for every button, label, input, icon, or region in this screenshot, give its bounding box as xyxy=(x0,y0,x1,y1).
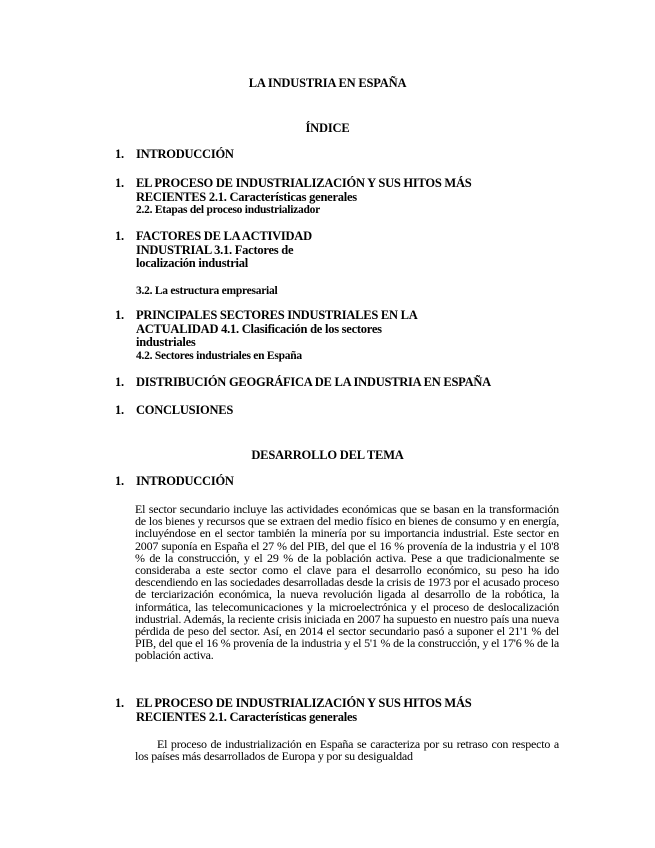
development-heading: DESARROLLO DEL TEMA xyxy=(251,448,404,462)
toc-entry-text: CONCLUSIONES xyxy=(136,403,234,417)
section-title: INTRODUCCIÓN xyxy=(136,474,234,488)
toc-entry-number: 1. xyxy=(115,403,124,417)
toc-entry-number: 1. xyxy=(115,375,124,389)
section-title: EL PROCESO DE INDUSTRIALIZACIÓN Y SUS HITOS MÁS RECIENTES 2.1. Características generales xyxy=(136,696,472,724)
toc-entry-5 xyxy=(115,376,575,390)
index-heading: ÍNDICE xyxy=(305,121,350,135)
toc-entry-3 xyxy=(115,230,575,297)
introduction-paragraph: El sector secundario incluye las actividades económicas que se basan en la transformación de los bienes y recursos que se extraen del medio físico en bienes de consumo y en energía, incluyéndose en el sector también la minería por su importancia industrial. Este sector en 2007 suponía en España el 27 % del PIB, del que el 16 % provenía de la industria y el 10'8 % de la construcción, y el 29 % de la población activa. Pese a que tradicionalmente se consideraba a este sector como el clave para el desarrollo económico, su peso ha ido descendiendo en las sociedades desarrolladas desde la crisis de 1973 por el acusado proceso de terciarización económica, la nueva revolución ligada al desarrollo de la robótica, la informática, las telecomunicaciones y la microelectrónica y el proceso de deslocalización industrial. Además, la reciente crisis iniciada en 2007 ha supuesto en nuestro país una nueva pérdida de peso del sector. Así, en 2014 el sector secundario pasó a suponer el 21'1 % del PIB, del que el 16 % provenía de la industria y el 5'1 % de la construcción, y el 17'6 % de la población activa. xyxy=(135,502,559,663)
toc-entry-2 xyxy=(115,177,575,216)
toc-entry-1 xyxy=(115,148,575,162)
industrialization-paragraph: El proceso de industrialización en España se caracteriza por su retraso con respecto a los países más desarrollados de Europa y por su desigualdad xyxy=(135,737,559,764)
toc-entry-number: 1. xyxy=(115,176,124,190)
toc-entry-text: INTRODUCCIÓN xyxy=(136,147,234,161)
toc-entry-text: EL PROCESO DE INDUSTRIALIZACIÓN Y SUS HITOS MÁS RECIENTES 2.1. Características generales xyxy=(136,176,472,204)
toc-entry-number: 1. xyxy=(115,229,124,243)
toc-entry-text: PRINCIPALES SECTORES INDUSTRIALES EN LA ACTUALIDAD 4.1. Clasificación de los sectores industriales xyxy=(136,308,417,349)
toc-entry-4 xyxy=(115,309,575,362)
toc-entry-number: 1. xyxy=(115,308,124,322)
toc-entry-6 xyxy=(115,404,575,418)
toc-entry-text: FACTORES DE LA ACTIVIDAD INDUSTRIAL 3.1. Factores de localización industrial xyxy=(136,229,312,270)
section-heading-1 xyxy=(115,475,575,489)
toc-entry-number: 1. xyxy=(115,147,124,161)
document-title: LA INDUSTRIA EN ESPAÑA xyxy=(248,76,407,90)
section-number: 1. xyxy=(115,696,124,710)
toc-entry-subitem: 4.2. Sectores industriales en España xyxy=(136,349,302,362)
toc-entry-subitem: 3.2. La estructura empresarial xyxy=(136,284,278,297)
section-number: 1. xyxy=(115,474,124,488)
toc-entry-text: DISTRIBUCIÓN GEOGRÁFICA DE LA INDUSTRIA EN ESPAÑA xyxy=(136,375,491,389)
section-heading-2 xyxy=(115,697,575,724)
toc-entry-subitem: 2.2. Etapas del proceso industrializador xyxy=(136,204,321,216)
